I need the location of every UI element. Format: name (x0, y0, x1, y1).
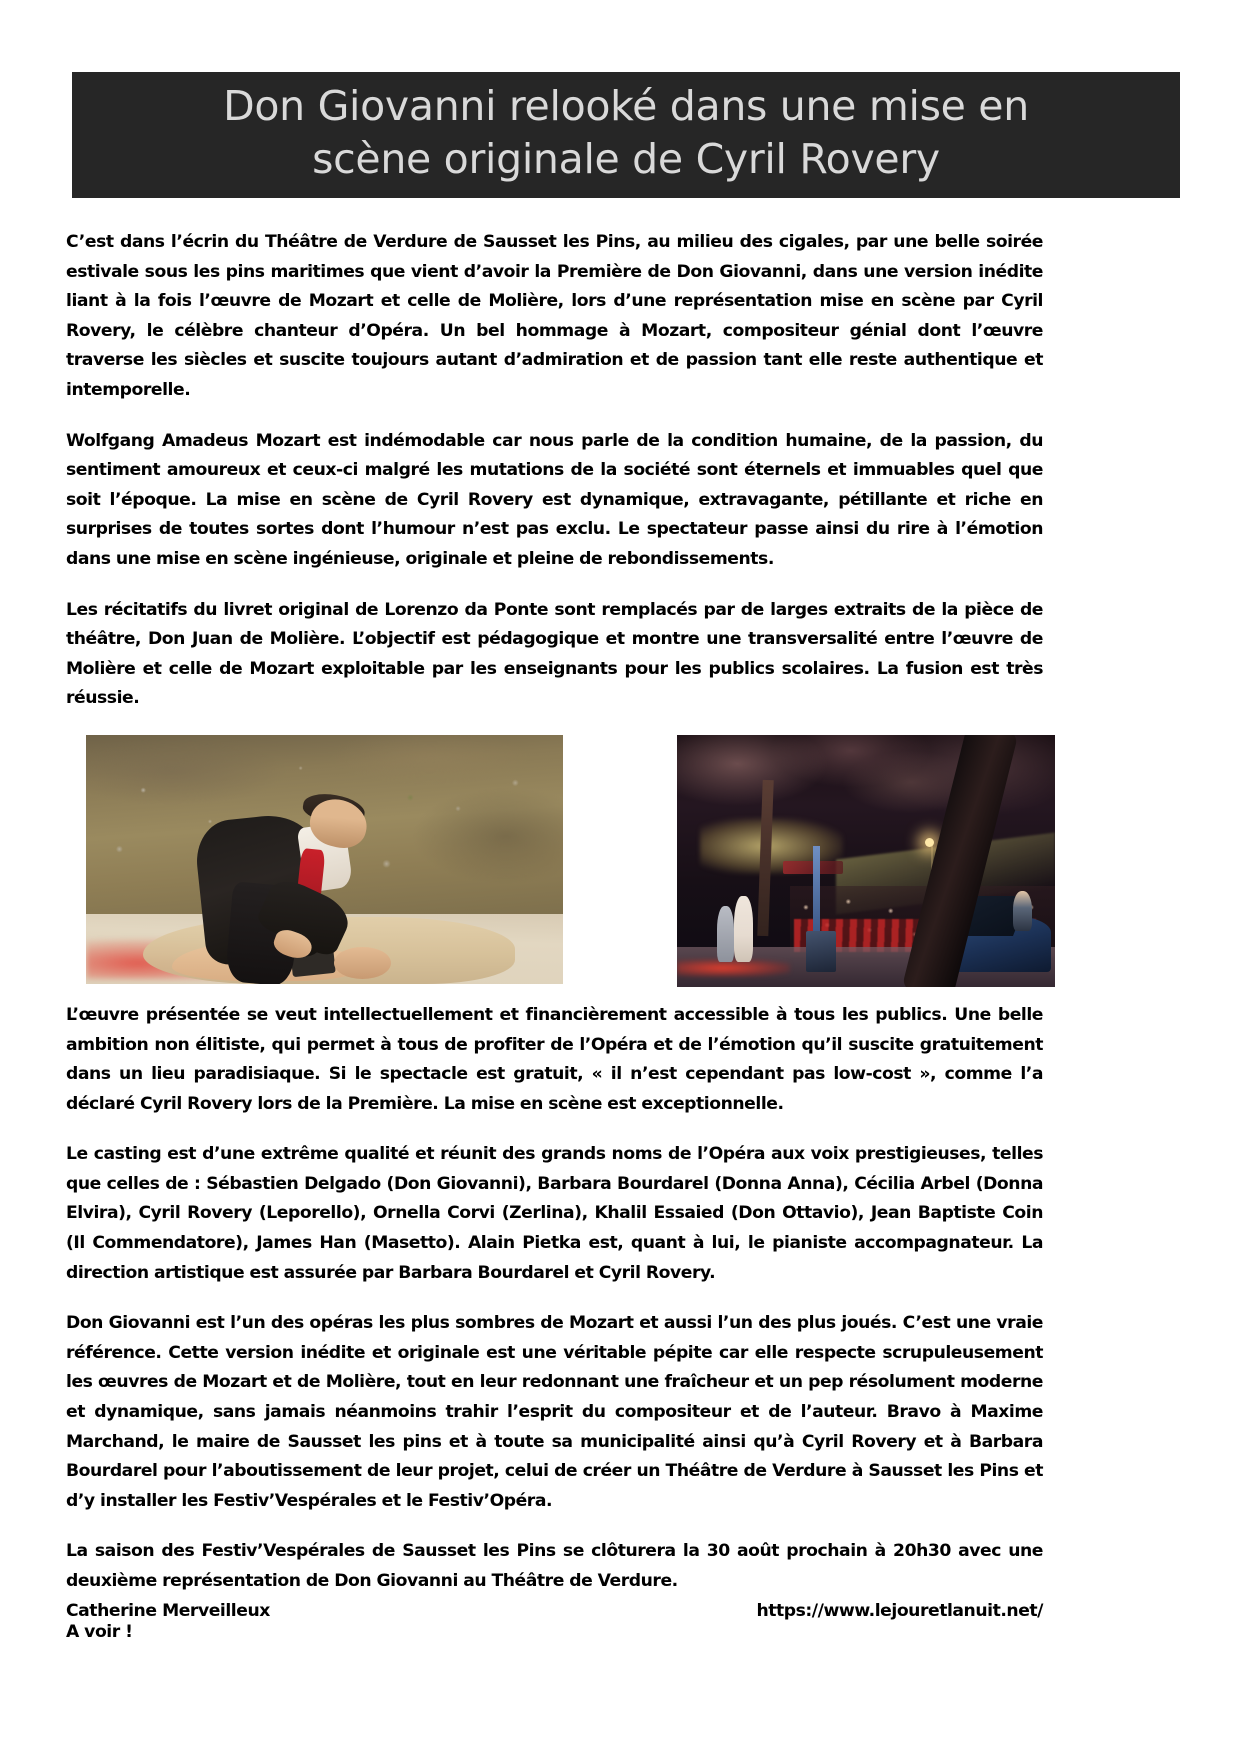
article-body (66, 228, 1043, 1647)
paragraph-accessibility: L’œuvre présentée se veut intellectuellement et financièrement accessible à tous les publics. Une belle ambition non élitiste, qui permet à tous de profiter de l’Opéra et de l’émotion qu’il suscite gratuitement dans un lieu paradisiaque. Si le spectacle est gratuit, « il n’est cependant pas low-cost », comme l’a déclaré Cyril Rovery lors de la Première. La mise en scène est exceptionnelle. (66, 1004, 1043, 1114)
author-byline: Catherine Merveilleux (66, 1601, 270, 1621)
paragraph-recitatifs: Les récitatifs du livret original de Lorenzo da Ponte sont remplacés par de larges extraits de la pièce de théâtre, Don Juan de Molière. L’objectif est pédagogique et montre une transversalité entre l’œuvre de Molière et celle de Mozart exploitable par les enseignants pour les publics scolaires. La fusion est très réussie. (66, 599, 1043, 709)
article-title-line-1: Don Giovanni relooké dans une mise en (223, 82, 1029, 130)
photo-street-lamp-light (925, 838, 934, 847)
paragraph-intro: C’est dans l’écrin du Théâtre de Verdure de Sausset les Pins, au milieu des cigales, par une belle soirée estivale sous les pins maritimes que vient d’avoir la Première de Don Giovanni, dans une version inédite liant à la fois l’œuvre de Mozart et celle de Molière, lors d’une représentation mise en scène par Cyril Rovery, le célèbre chanteur d’Opéra. Un bel hommage à Mozart, compositeur génial dont l’œuvre traverse les siècles et suscite toujours autant d’admiration et de passion tant elle reste authentique et intemporelle. (66, 232, 1043, 400)
paragraph-conclusion: Don Giovanni est l’un des opéras les plus sombres de Mozart et aussi l’un des plus joués. C’est une vraie référence. Cette version inédite et originale est une véritable pépite car elle respecte scrupuleusement les œuvres de Mozart et de Molière, tout en leur redonnant une fraîcheur et un pep résolument moderne et dynamique, sans jamais néanmoins trahir l’esprit du compositeur et de l’auteur. Bravo à Maxime Marchand, le maire de Sausset les pins et à toute sa municipalité ainsi qu’à Cyril Rovery et à Barbara Bourdarel pour l’aboutissement de leur projet, celui de créer un Théâtre de Verdure à Sausset les Pins et d’y installer les Festiv’Vespérales et le Festiv’Opéra. (66, 1313, 1043, 1511)
paragraph-mozart: Wolfgang Amadeus Mozart est indémodable car nous parle de la condition humaine, de la passion, du sentiment amoureux et ceux-ci malgré les mutations de la société sont éternels et immuables quel que soit l’époque. La mise en scène de Cyril Rovery est dynamique, extravagante, pétillante et riche en surprises de toutes sortes dont l’humour n’est pas exclu. Le spectateur passe ainsi du rire à l’émotion dans une mise en scène ingénieuse, originale et pleine de rebondissements. (66, 430, 1043, 569)
photo-stage-speaker (806, 931, 836, 971)
photo-singer-in-white-gown (734, 896, 753, 962)
paragraph-call-to-action: A voir ! (66, 1621, 133, 1642)
photo-stage-scene (86, 735, 563, 984)
article-title-banner (72, 72, 1180, 198)
photo-stage-red-glow (677, 959, 790, 977)
photo-singer-in-grey (717, 906, 734, 961)
photo-pianist (1013, 891, 1032, 931)
photo-night-theatre (677, 735, 1055, 987)
paragraph-season-closing: La saison des Festiv’Vespérales de Sausset les Pins se clôturera la 30 août prochain à 20h30 avec une deuxième représentation de Don Giovanni au Théâtre de Verdure. (66, 1541, 1043, 1591)
article-footer (66, 1601, 1043, 1621)
photo-lying-performer-head (334, 947, 391, 979)
photo-row (66, 735, 1043, 987)
paragraph-casting: Le casting est d’une extrême qualité et réunit des grands noms de l’Opéra aux voix prestigieuses, telles que celles de : Sébastien Delgado (Don Giovanni), Barbara Bourdarel (Donna Anna), Cécilia Arbel (Donna Elvira), Cyril Rovery (Leporello), Ornella Corvi (Zerlina), Khalil Essaied (Don Ottavio), Jean Baptiste Coin (Il Commendatore), James Han (Masetto). Alain Pietka est, quant à lui, le pianiste accompagnateur. La direction artistique est assurée par Barbara Bourdarel et Cyril Rovery. (66, 1144, 1043, 1283)
source-url[interactable]: https://www.lejouretlanuit.net/ (756, 1601, 1043, 1621)
article-title-line-2: scène originale de Cyril Rovery (312, 135, 940, 183)
